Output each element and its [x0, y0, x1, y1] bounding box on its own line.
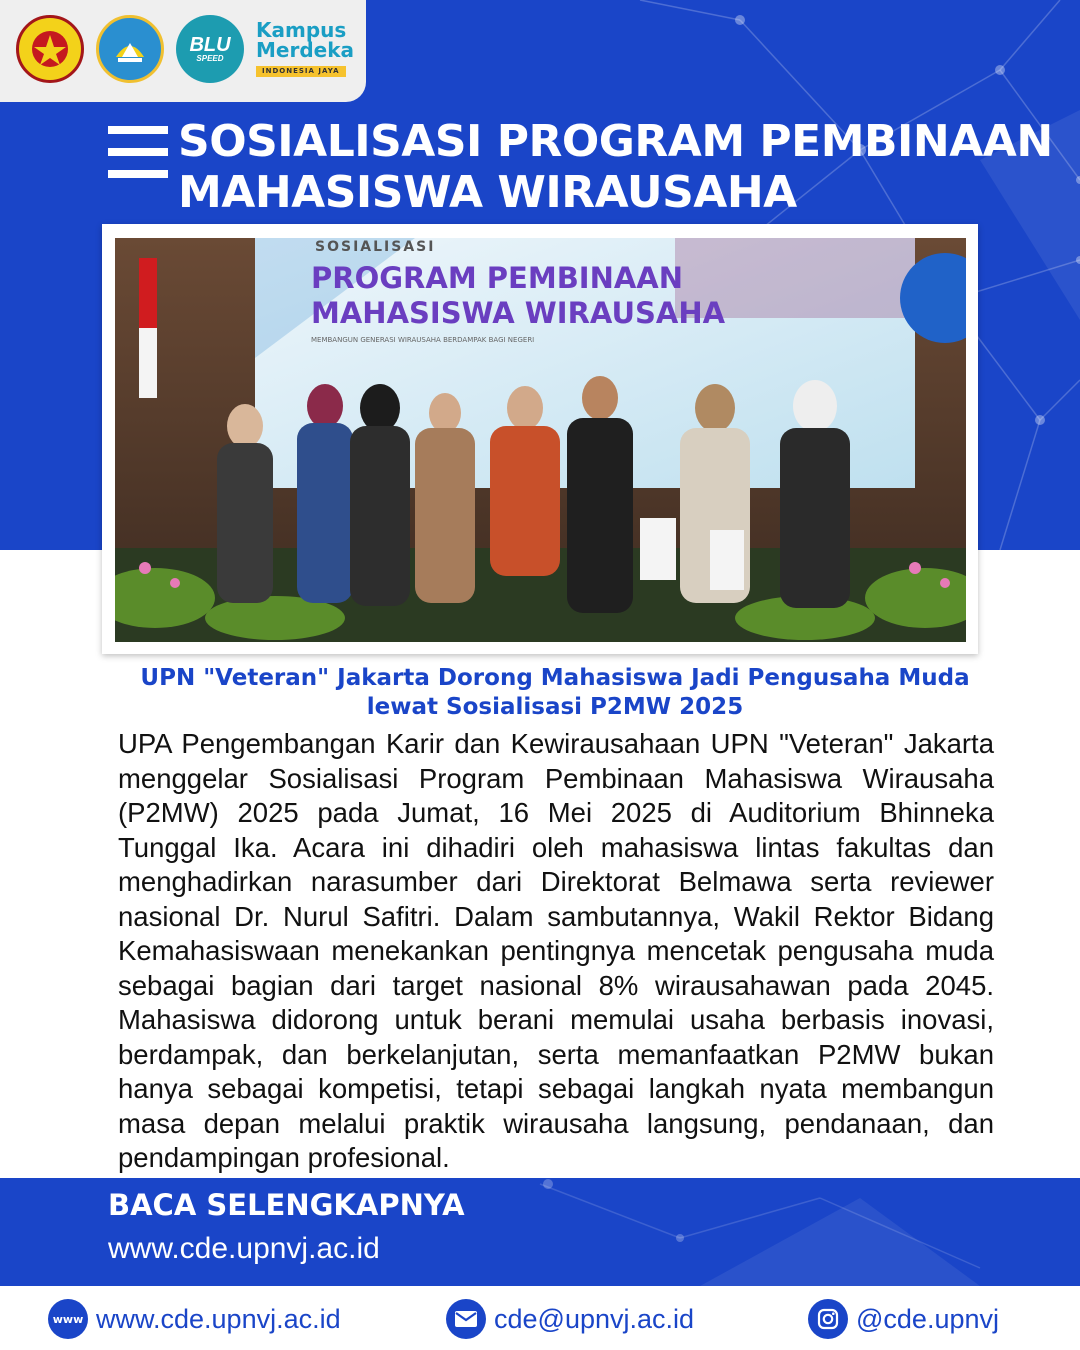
- upnvj-logo: [16, 15, 84, 83]
- event-photo-illustration: [115, 238, 966, 642]
- instagram-icon: [808, 1299, 848, 1339]
- blu-speed-logo: [176, 15, 244, 83]
- kampus-merdeka-logo: [256, 20, 361, 77]
- tut-wuri-emblem-icon: [108, 27, 152, 71]
- footer-instagram[interactable]: [808, 1297, 999, 1341]
- footer-instagram-text[interactable]: @cde.upnvj: [856, 1303, 999, 1334]
- article-body: UPA Pengembangan Karir dan Kewirausahaan UPN "Veteran" Jakarta menggelar Sosialisasi Program Pembinaan Mahasiswa Wirausaha (P2MW) 2025 pada Jumat, 16 Mei 2025 di Auditorium Bhinneka Tunggal Ika. Acara ini dihadiri oleh mahasiswa lintas fakultas dan menghadirkan narasumber dari Direktorat Belmawa serta reviewer nasional Dr. Nurul Safitri. Dalam sambutannya, Wakil Rektor Bidang Kemahasiswaan menekankan pentingnya mencetak pengusaha muda sebagai bagian dari target nasional 8% wirausahawan pada 2045. Mahasiswa didorong untuk berani memulai usaha berbasis inovasi, berdampak, dan berkelanjutan, serta memanfaatkan P2MW bukan hanya sebagai kompetisi, tetapi sebagai langkah nyata membangun masa depan melalui praktik wirausaha langsung, pendanaan, dan pendampingan profesional.: [118, 728, 994, 1173]
- kampus-label: Kampus: [256, 18, 347, 42]
- globe-icon: www: [48, 1299, 88, 1339]
- footer-website[interactable]: [48, 1297, 341, 1341]
- banner-line-2: MAHASISWA WIRAUSAHA: [311, 296, 726, 330]
- blu-sub-label: SPEED: [196, 54, 224, 63]
- logo-panel: [0, 0, 366, 102]
- read-more-label: BACA SELENGKAPNYA: [108, 1188, 465, 1222]
- page-title-line-1: SOSIALISASI PROGRAM PEMBINAAN: [178, 116, 1053, 167]
- indonesia-jaya-label: INDONESIA JAYA: [256, 66, 346, 77]
- event-photo: [115, 238, 966, 642]
- tut-wuri-handayani-logo: [96, 15, 164, 83]
- article-subtitle: UPN "Veteran" Jakarta Dorong Mahasiswa Jadi Pengusaha Muda lewat Sosialisasi P2MW 2025: [140, 665, 970, 720]
- footer-website-text[interactable]: www.cde.upnvj.ac.id: [96, 1303, 341, 1334]
- banner-sub-text: MEMBANGUN GENERASI WIRAUSAHA BERDAMPAK BAGI NEGERI: [311, 336, 535, 344]
- footer-email-text[interactable]: cde@upnvj.ac.id: [494, 1303, 695, 1334]
- photo-frame: [102, 224, 978, 654]
- read-more-link[interactable]: www.cde.upnvj.ac.id: [108, 1232, 380, 1265]
- banner-line-1: PROGRAM PEMBINAAN: [311, 261, 684, 295]
- page-title-line-2: MAHASISWA WIRAUSAHA: [178, 167, 797, 218]
- blu-label: BLU: [189, 34, 231, 56]
- menu-lines-icon: [108, 126, 168, 178]
- banner-small-text: SOSIALISASI: [315, 239, 436, 255]
- mail-icon: [446, 1299, 486, 1339]
- merdeka-label: Merdeka: [256, 38, 355, 62]
- footer-email[interactable]: [446, 1297, 694, 1341]
- page-title: [178, 116, 1058, 218]
- emblem-icon: [28, 27, 72, 71]
